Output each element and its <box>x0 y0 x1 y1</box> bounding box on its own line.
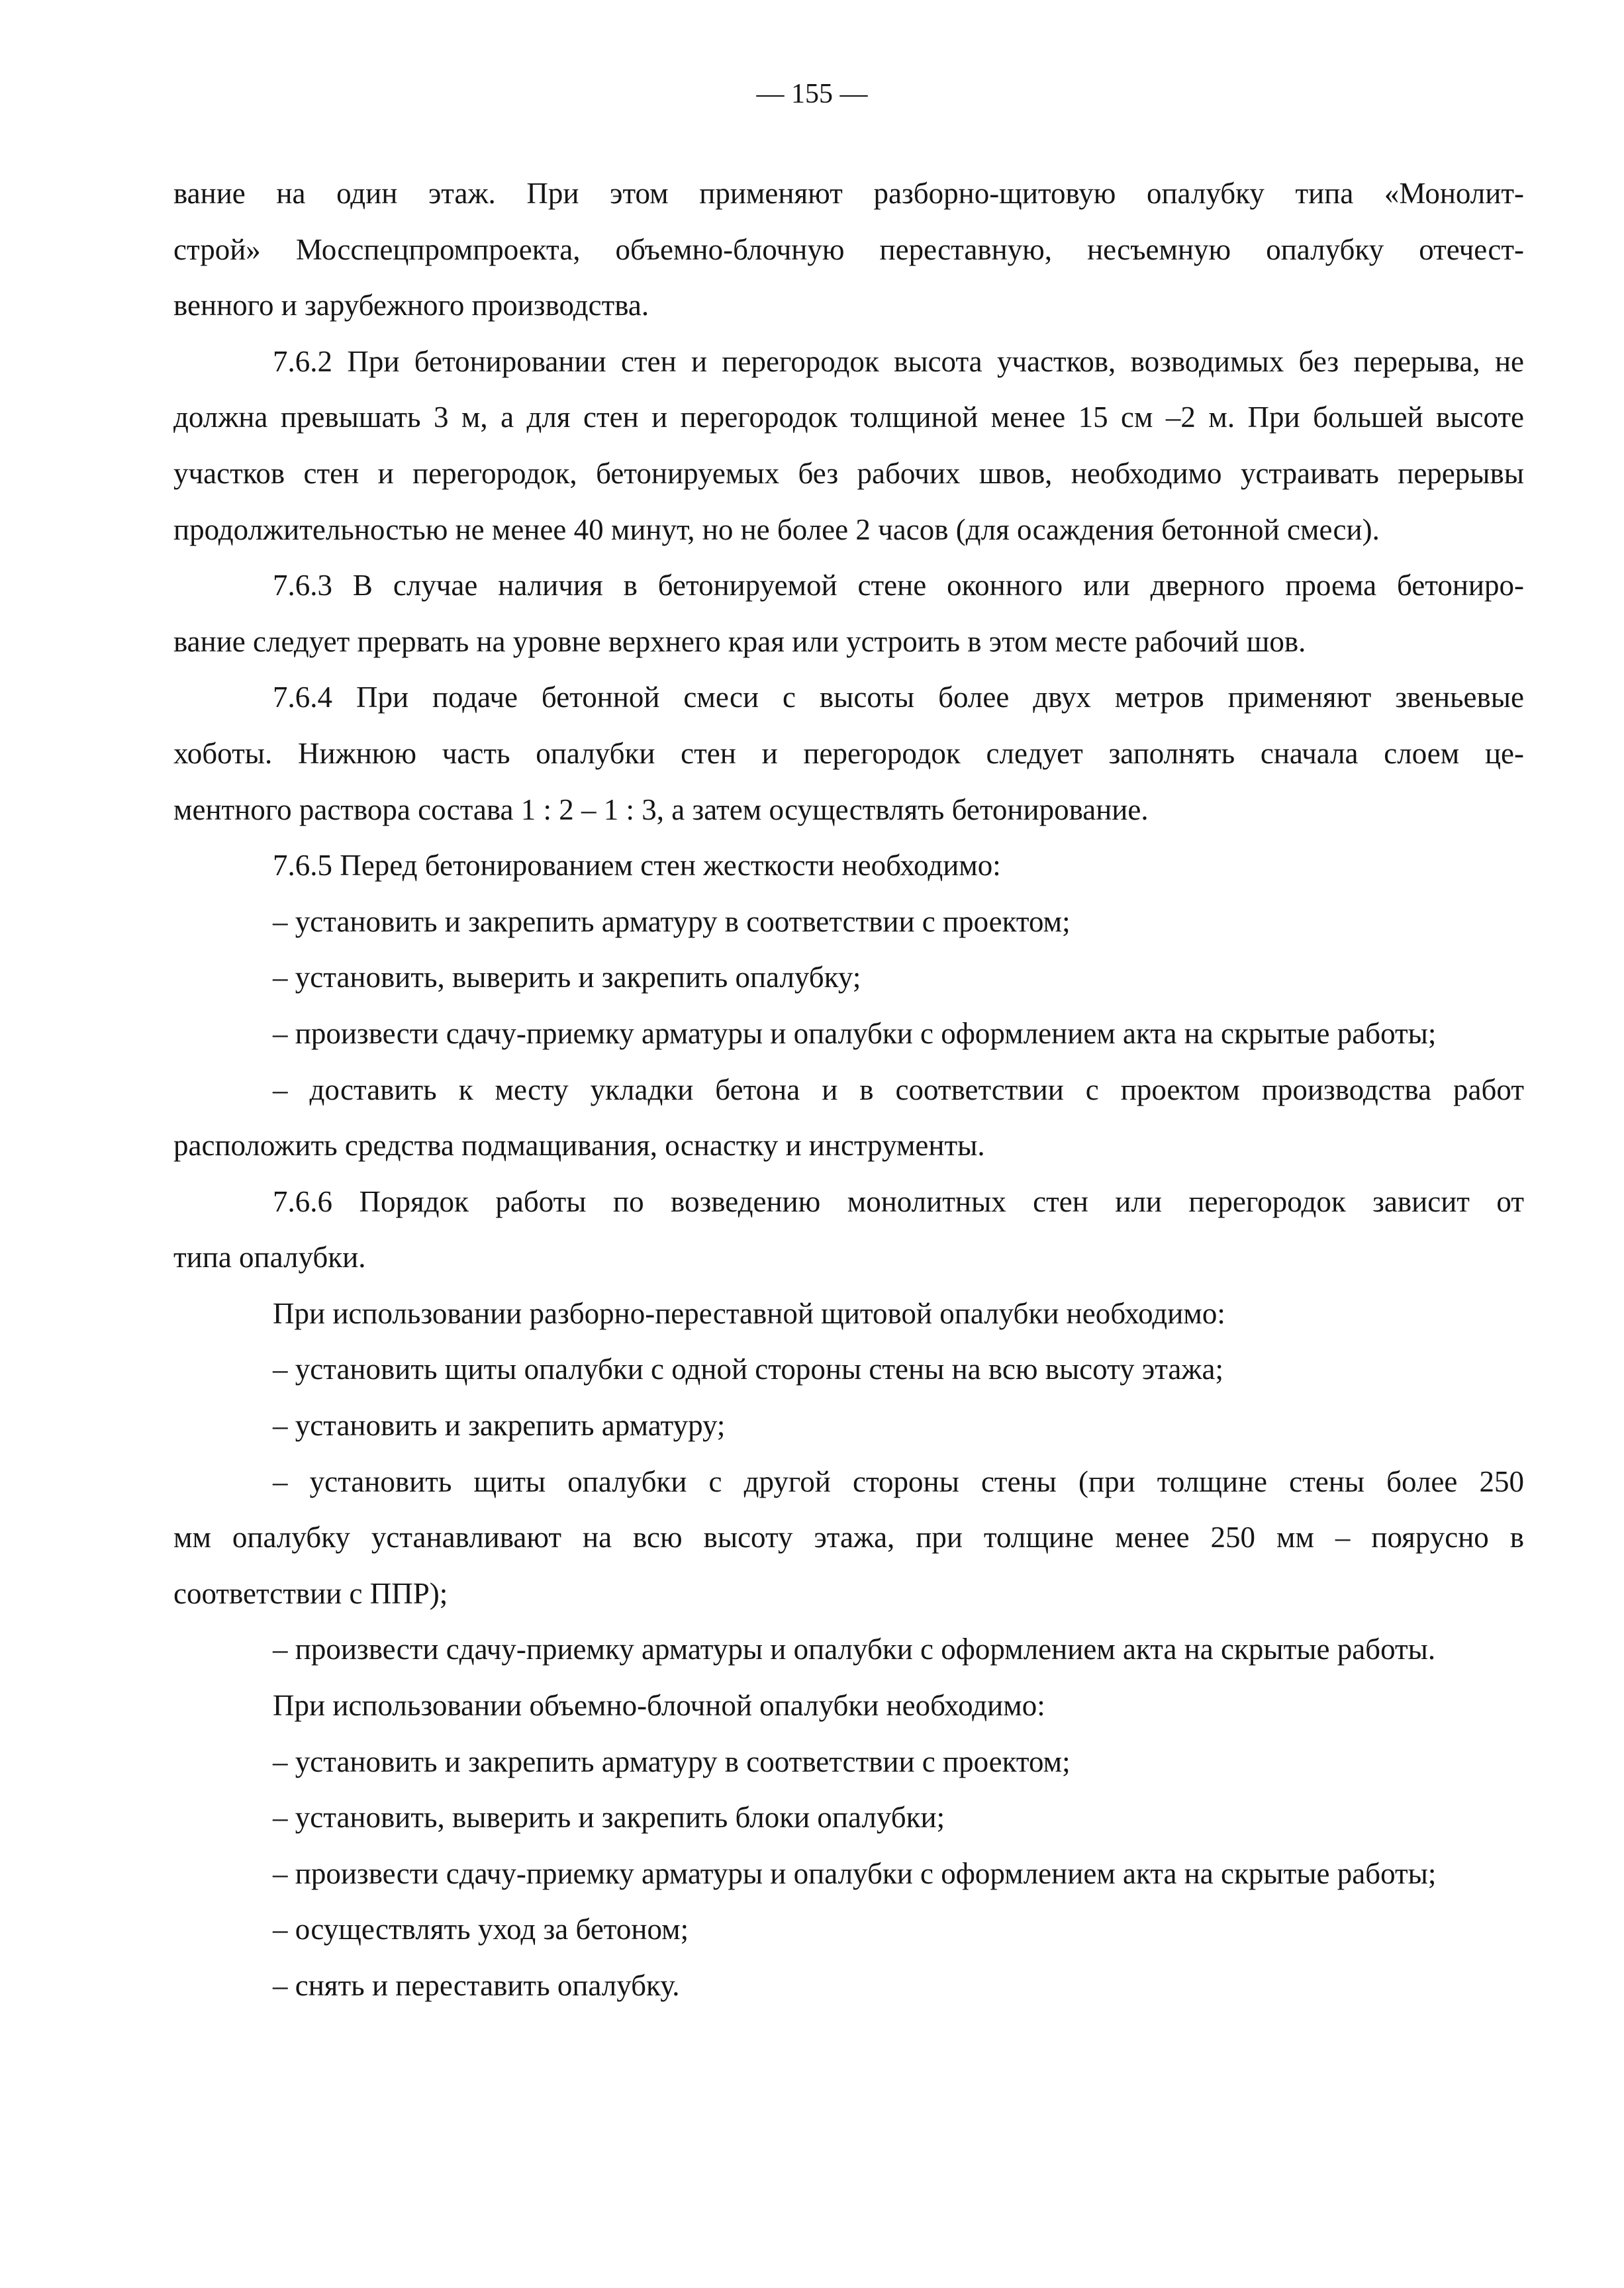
list-item: – установить щиты опалубки с одной стороны стены на всю высоту этажа; <box>273 1353 1223 1386</box>
list-item: – установить, выверить и закрепить опалубку; <box>273 961 861 994</box>
paragraph-7-6-2-line: участков стен и перегородок, бетонируемых без рабочих швов, необходимо устраивать перерывы <box>173 456 1524 490</box>
text-line: венного и зарубежного производства. <box>173 289 649 322</box>
paragraph-7-6-2-line: 7.6.2 При бетонировании стен и перегородок высота участков, возводимых без перерыва, не <box>273 344 1524 378</box>
text-line: строй» Мосспецпромпроекта, объемно-блочную переставную, несъемную опалубку отечест- <box>173 232 1524 266</box>
paragraph-7-6-2-line: продолжительностью не менее 40 минут, но не более 2 часов (для осаждения бетонной смеси). <box>173 512 1380 546</box>
list-item: – доставить к месту укладки бетона и в соответствии с проектом производства работ <box>273 1072 1524 1106</box>
page-number: — 155 — <box>756 79 868 109</box>
paragraph-7-6-4-line: ментного раствора состава 1 : 2 – 1 : 3, а затем осуществлять бетонирование. <box>173 792 1149 826</box>
text-line: вание на один этаж. При этом применяют разборно-щитовую опалубку типа «Монолит- <box>173 177 1524 210</box>
list-item: – снять и переставить опалубку. <box>273 1969 680 2002</box>
paragraph-7-6-4-line: 7.6.4 При подаче бетонной смеси с высоты более двух метров применяют звеньевые <box>273 681 1524 714</box>
list-item: – произвести сдачу-приемку арматуры и опалубки с оформлением акта на скрытые работы; <box>273 1856 1437 1890</box>
paragraph-7-6-5-line: 7.6.5 Перед бетонированием стен жесткости необходимо: <box>273 849 1001 882</box>
paragraph-7-6-3-line: 7.6.3 В случае наличия в бетонируемой стене оконного или дверного проема бетониро- <box>273 569 1524 602</box>
list-item: – установить и закрепить арматуру; <box>273 1409 726 1443</box>
list-item: соответствии с ППР); <box>173 1576 448 1610</box>
list-item: – установить щиты опалубки с другой стороны стены (при толщине стены более 250 <box>273 1464 1524 1498</box>
list-item: расположить средства подмащивания, оснастку и инструменты. <box>173 1129 985 1163</box>
text-line: При использовании разборно-переставной щитовой опалубки необходимо: <box>273 1296 1225 1330</box>
text-line: При использовании объемно-блочной опалубки необходимо: <box>273 1689 1045 1723</box>
list-item: – установить и закрепить арматуру в соответствии с проектом; <box>273 1744 1071 1778</box>
list-item: – установить, выверить и закрепить блоки опалубки; <box>273 1801 945 1835</box>
paragraph-7-6-6-line: типа опалубки. <box>173 1241 366 1274</box>
document-body <box>173 166 1524 2014</box>
list-item: мм опалубку устанавливают на всю высоту этажа, при толщине менее 250 мм – поярусно в <box>173 1521 1524 1554</box>
paragraph-7-6-3-line: вание следует прервать на уровне верхнего края или устроить в этом месте рабочий шов. <box>173 624 1306 658</box>
list-item: – произвести сдачу-приемку арматуры и опалубки с оформлением акта на скрытые работы. <box>273 1633 1436 1666</box>
paragraph-7-6-2-line: должна превышать 3 м, а для стен и перегородок толщиной менее 15 см –2 м. При большей высоте <box>173 401 1524 434</box>
list-item: – осуществлять уход за бетоном; <box>273 1913 689 1946</box>
paragraph-7-6-4-line: хоботы. Нижнюю часть опалубки стен и перегородок следует заполнять сначала слоем це- <box>173 736 1524 770</box>
paragraph-7-6-6-line: 7.6.6 Порядок работы по возведению монолитных стен или перегородок зависит от <box>273 1184 1524 1218</box>
list-item: – установить и закрепить арматуру в соответствии с проектом; <box>273 904 1071 938</box>
list-item: – произвести сдачу-приемку арматуры и опалубки с оформлением акта на скрытые работы; <box>273 1016 1437 1050</box>
